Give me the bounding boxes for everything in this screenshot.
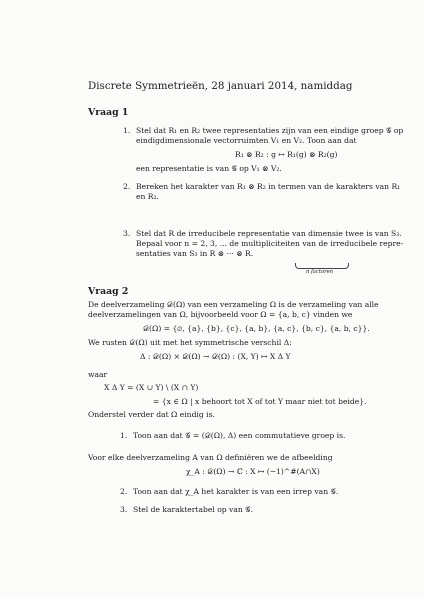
q2-waar: waar xyxy=(88,370,108,379)
q1-item-2-number: 2. xyxy=(123,182,131,191)
q2-sym-def: Δ : 𝒟(Ω) × 𝒟(Ω) → 𝒟(Ω) : (X, Y) ↦ X Δ Y xyxy=(140,352,291,361)
underbrace-label: n factoren xyxy=(306,269,334,275)
q2-map-formula: χ_A : 𝒟(Ω) → ℂ : X ↦ (−1)^#(A∩X) xyxy=(186,467,320,476)
q2-item-3-number: 3. xyxy=(120,505,128,514)
q1-item-1-number: 1. xyxy=(123,126,131,135)
q1-item-3-line-2: Bepaal voor n = 2, 3, ... de multipliciteiten van de irreducibele repre- xyxy=(136,239,404,248)
q2-sym-intro: We rusten 𝒟(Ω) uit met het symmetrische verschil Δ: xyxy=(88,338,292,347)
q2-assume: Onderstel verder dat Ω eindig is. xyxy=(88,410,215,419)
q2-item-3-text: Stel de karaktertabel op van 𝒢. xyxy=(133,505,253,514)
q1-item-3-line-1: Stel dat R de irreducibele representatie van dimensie twee is van S₃. xyxy=(136,229,402,238)
q1-item-1-after: een representatie is van 𝒢 op V₁ ⊗ V₂. xyxy=(136,164,282,173)
q1-item-3-number: 3. xyxy=(123,229,131,238)
q1-item-2-line-2: en R₂. xyxy=(136,192,159,201)
q1-item-2-line-1: Bereken het karakter van R₁ ⊗ R₂ in termen van de karakters van R₁ xyxy=(136,182,401,191)
q1-item-1-line-2: eindigdimensionale vectorruimten V₁ en V₂. Toon aan dat xyxy=(136,136,357,145)
q2-intro-line-2: deelverzamelingen van Ω, bijvoorbeeld voor Ω = {a, b, c} vinden we xyxy=(88,310,353,319)
q1-item-1-line-1: Stel dat R₁ en R₂ twee representaties zijn van een eindige groep 𝒢 op xyxy=(136,126,404,135)
page-title: Discrete Symmetrieën, 28 januari 2014, namiddag xyxy=(88,80,353,92)
q2-sym-formula-2: = {x ∈ Ω | x behoort tot X of tot Y maar niet tot beide}. xyxy=(153,397,367,406)
q2-item-1-number: 1. xyxy=(120,431,128,440)
q2-item-1-text: Toon aan dat 𝒢 = (𝒟(Ω), Δ) een commutatieve groep is. xyxy=(133,431,346,440)
question-2-heading: Vraag 2 xyxy=(88,286,129,297)
q2-item-2-number: 2. xyxy=(120,487,128,496)
q1-item-1-formula: R₁ ⊗ R₂ : g ↦ R₁(g) ⊗ R₂(g) xyxy=(235,150,338,159)
q1-item-3-line-3: sentaties van S₃ in R ⊗ ··· ⊗ R. xyxy=(136,249,254,258)
q2-intro-line-1: De deelverzameling 𝒟(Ω) van een verzameling Ω is de verzameling van alle xyxy=(88,300,379,309)
q2-sym-formula-1: X Δ Y = (X ∪ Y) \ (X ∩ Y) xyxy=(104,383,199,392)
q2-map-intro: Voor elke deelverzameling A van Ω definiëren we de afbeelding xyxy=(88,453,333,462)
question-1-heading: Vraag 1 xyxy=(88,107,129,118)
q2-set-example: 𝒟(Ω) = {∅, {a}, {b}, {c}, {a, b}, {a, c}, {b, c}, {a, b, c}}. xyxy=(143,324,370,333)
q2-item-2-text: Toon aan dat χ_A het karakter is van een irrep van 𝒢. xyxy=(133,487,339,496)
